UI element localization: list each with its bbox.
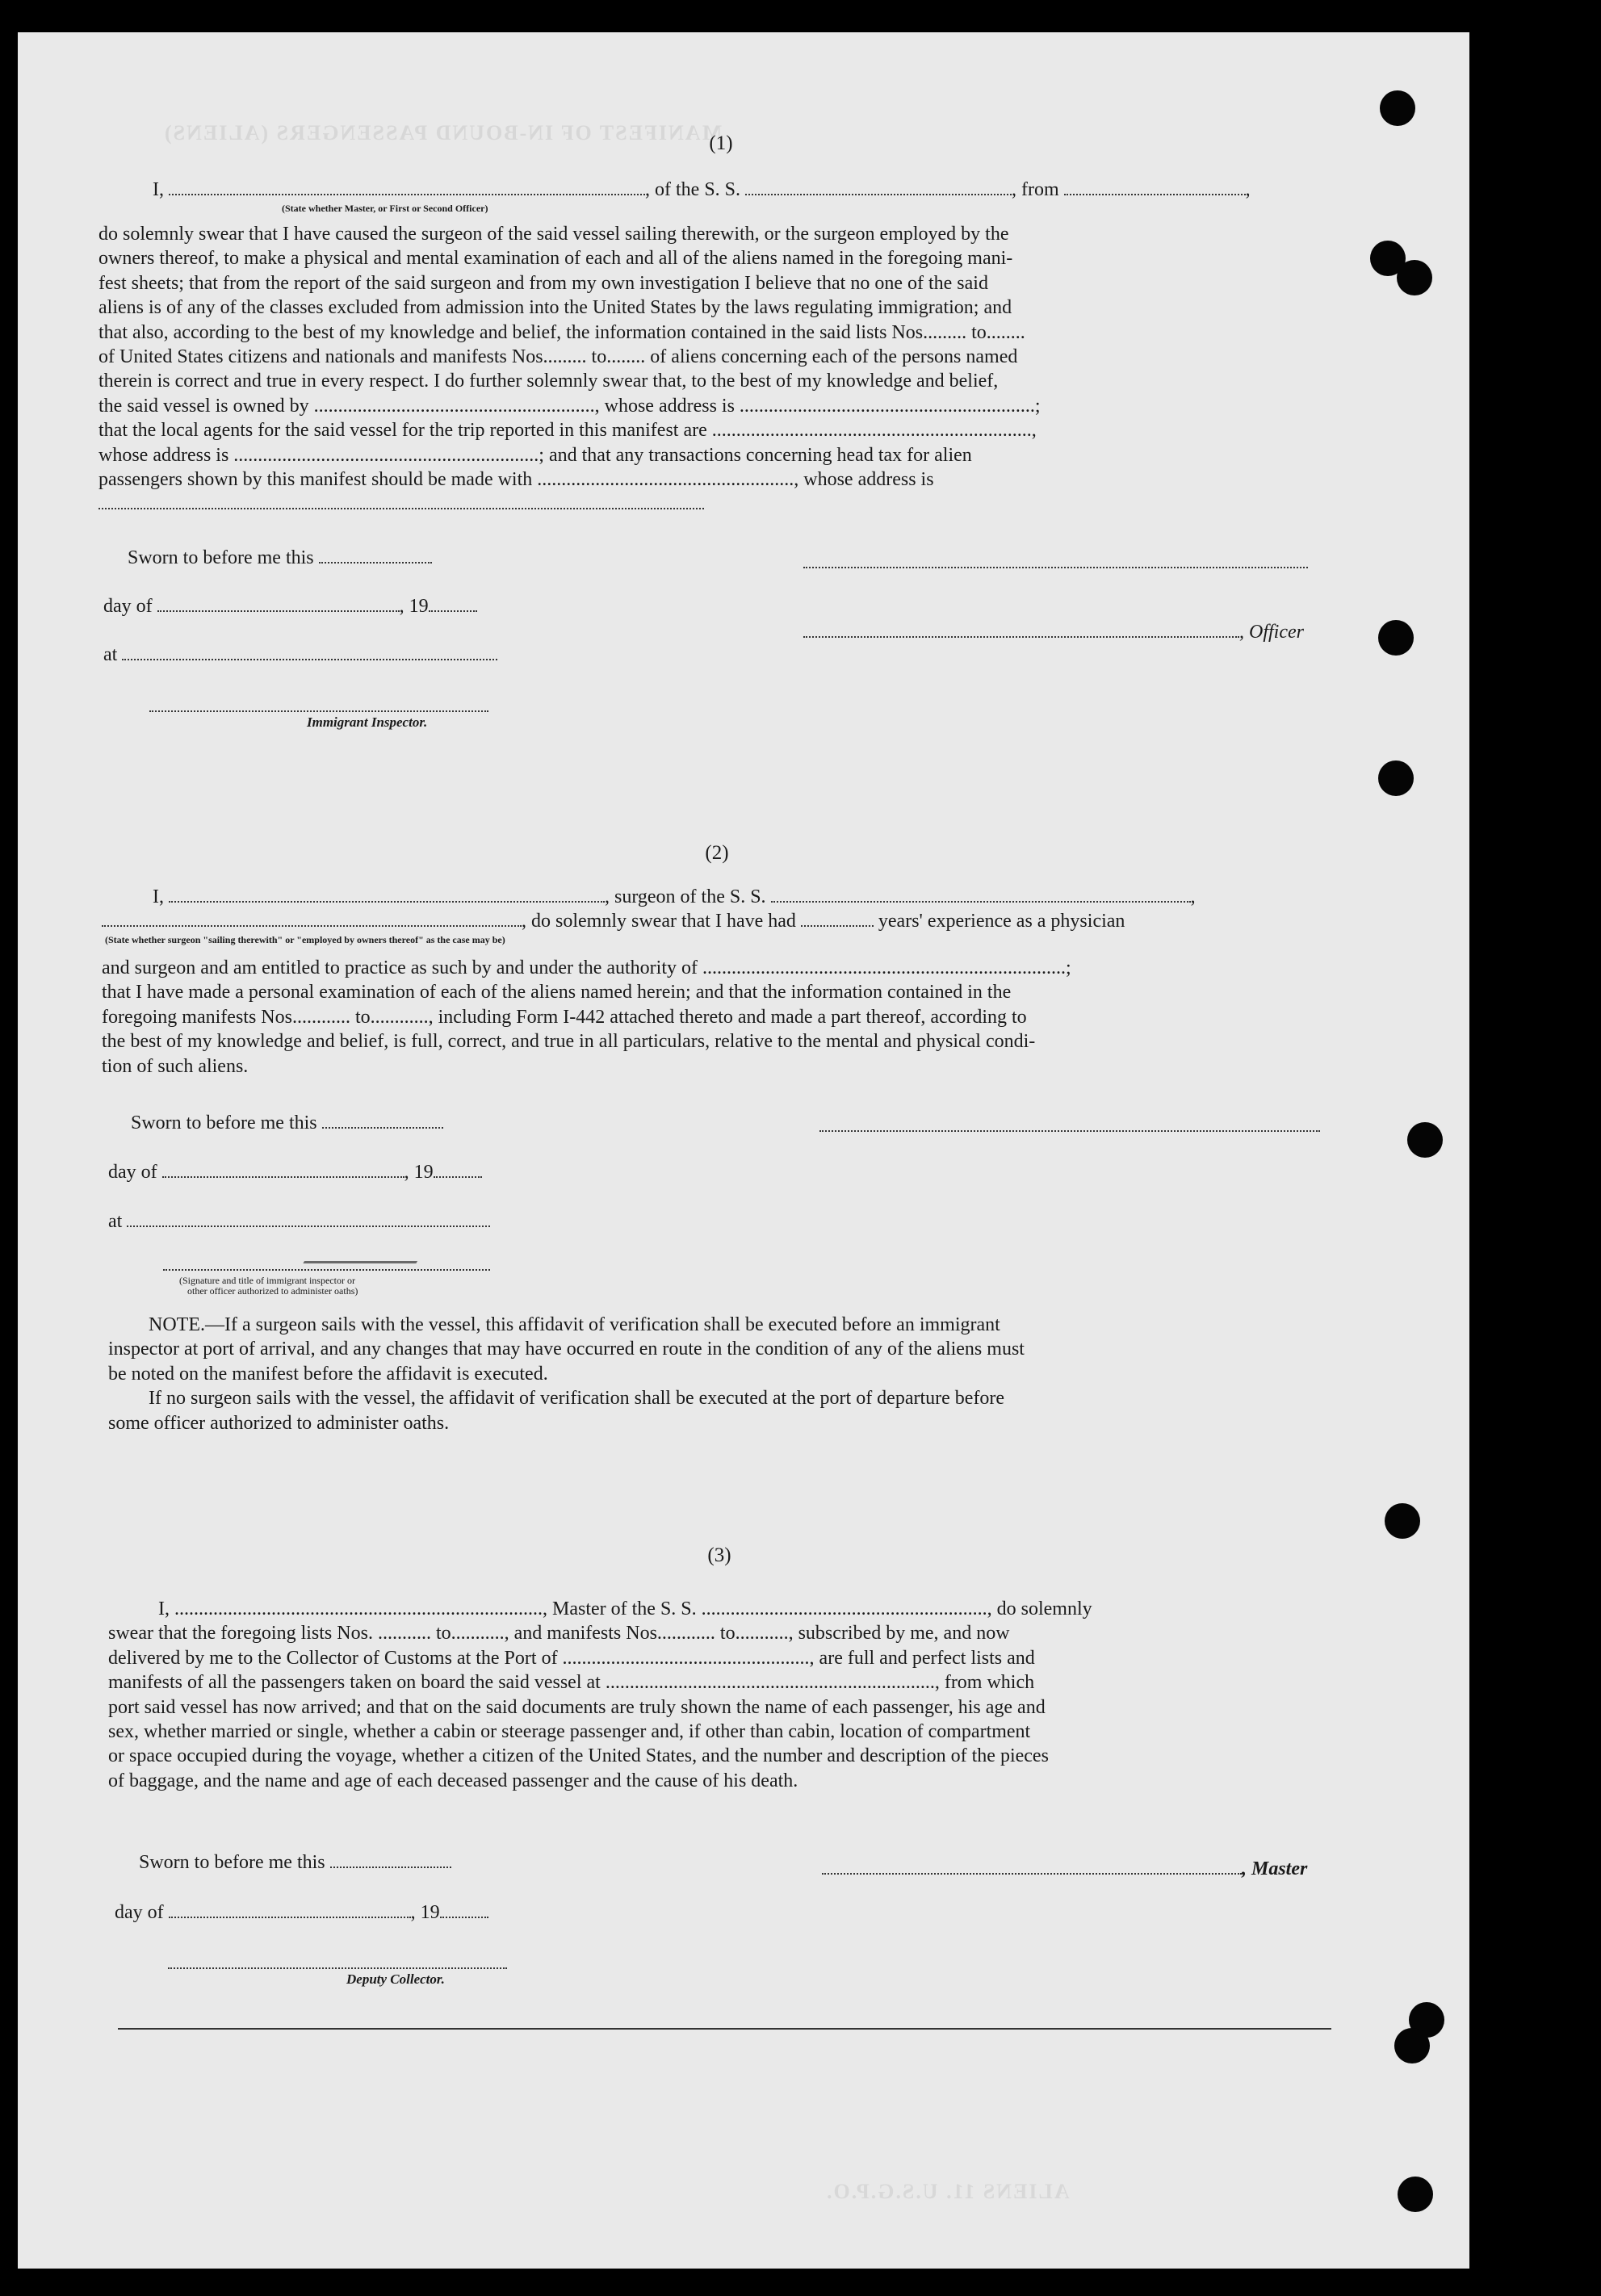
punch-hole — [1407, 1122, 1443, 1158]
bleed-through-footer: ALIENS 11. U.S.G.P.O. — [825, 2180, 1070, 2203]
section-1-day-of: day of , 19 — [103, 594, 477, 618]
section-2-note: NOTE.—If a surgeon sails with the vessel, this affidavit of verification shall be executed before an immigrant inspector at port of arrival, and any changes that may have occurred en route in the condition of any of the aliens must be noted on the manifest before the affidavit is executed. If no surgeon sails with the vessel, the affidavit of verification shall be executed at the port of departure before some officer authorized to administer oaths. — [108, 1314, 1025, 1434]
section-1-signature-line — [803, 565, 1308, 568]
section-1-body: do solemnly swear that I have caused the surgeon of the said vessel sailing therewith, or the surgeon employed by the owners thereof, to make a physical and mental examination of each and all of the aliens named in the foregoing mani- fest sheets; that from the report of the said surgeon and from my own investigation I believe that no one of the said aliens is of any of the classes excluded from admission into the United States by the laws regulating immigration; and that also, according to the best of my knowledge and belief, the information contained in the said lists Nos......... to........ of United States citizens and nationals and manifests Nos......... to........ of aliens concerning each of the persons named therein is correct and true in every respect. I do further solemnly swear that, to the best of my knowledge and belief, the said vessel is owned by .........................................................., whose address is .............................................................; that the local agents for the said vessel for the trip reported in this manifest are .................................................................., whose address is ...............................................................; and that any transactions concerning head tax for alien passengers shown by this manifest should be made with ....................................................., whose address is — [98, 222, 1339, 517]
section-2-number: (2) — [705, 842, 729, 864]
bleed-through-heading: MANIFEST OF IN-BOUND PASSENGERS (ALIENS) — [163, 121, 723, 145]
section-3-collector-line — [168, 1966, 507, 1969]
bottom-rule — [118, 2028, 1331, 2030]
punch-hole — [1398, 2177, 1433, 2212]
section-2-day-of: day of , 19 — [108, 1160, 482, 1184]
section-1-sworn: Sworn to before me this — [128, 546, 432, 570]
manifest-back-page — [18, 32, 1469, 2269]
section-3-master: , Master — [822, 1857, 1307, 1881]
section-2-signature-scrawl — [303, 1245, 426, 1263]
section-1-line-1: I, , of the S. S. , from , — [153, 179, 1251, 200]
section-2-sig-note-2: other officer authorized to administer oaths) — [187, 1285, 358, 1297]
section-3-number: (3) — [707, 1544, 731, 1566]
section-1-inspector-caption: Immigrant Inspector. — [307, 714, 428, 730]
punch-hole — [1378, 620, 1414, 656]
section-2-inspector-line — [163, 1267, 490, 1271]
section-3-collector-caption: Deputy Collector. — [346, 1971, 445, 1987]
section-1-officer-note: (State whether Master, or First or Second Officer) — [282, 203, 488, 214]
section-1-inspector-line — [149, 709, 488, 712]
section-2-surgeon-note: (State whether surgeon "sailing therewith" or "employed by owners thereof" as the case may be) — [105, 934, 505, 945]
section-2-body: and surgeon and am entitled to practice as such by and under the authority of ...........................................................................; that I have made a personal examination of each of the aliens named herein; and that the information contained in the foregoing manifests Nos............ to............, including Form I-442 attached thereto and made a part thereof, according to the best of my knowledge and belief, is full, correct, and true in all particulars, relative to the mental and physical condi- tion of such aliens. — [102, 957, 1071, 1077]
section-2-line-2: , do solemnly swear that I have had years' experience as a physician — [102, 909, 1125, 933]
section-1-at: at — [103, 643, 497, 667]
punch-hole — [1378, 760, 1414, 796]
section-1-number: (1) — [709, 132, 733, 154]
section-2-sworn: Sworn to before me this — [131, 1111, 443, 1135]
section-3-body: I, ............................................................................, Master of the S. S. ..........................................................., do solemnly swear that the foregoing lists Nos. ........... to..........., and manifests Nos............ to..........., subscribed by me, and now delivered by me to the Collector of Customs at the Port of ..................................................., are full and perfect lists and manifests of all the passengers taken on board the said vessel at ...................................................................., from which port said vessel has now arrived; and that on the said documents are truly shown the name of each passenger, his age and sex, whether married or single, whether a cabin or steerage passenger and, if other than cabin, location of compartment or space occupied during the voyage, whether a citizen of the United States, and the number and description of the pieces of baggage, and the name and age of each deceased passenger and the cause of his death. — [108, 1598, 1092, 1791]
section-2-sig-note-1: (Signature and title of immigrant inspector or — [179, 1275, 355, 1286]
section-3-day-of: day of , 19 — [115, 1900, 488, 1925]
section-3-sworn: Sworn to before me this — [139, 1850, 451, 1875]
section-1-officer: , Officer — [803, 620, 1304, 644]
section-2-line-1: I, , surgeon of the S. S. , — [153, 886, 1196, 907]
punch-hole — [1380, 90, 1415, 126]
section-2-signature-line — [819, 1129, 1320, 1132]
section-2-at: at — [108, 1209, 490, 1234]
punch-hole — [1385, 1503, 1420, 1539]
punch-hole — [1397, 260, 1432, 295]
punch-hole — [1394, 2028, 1430, 2063]
